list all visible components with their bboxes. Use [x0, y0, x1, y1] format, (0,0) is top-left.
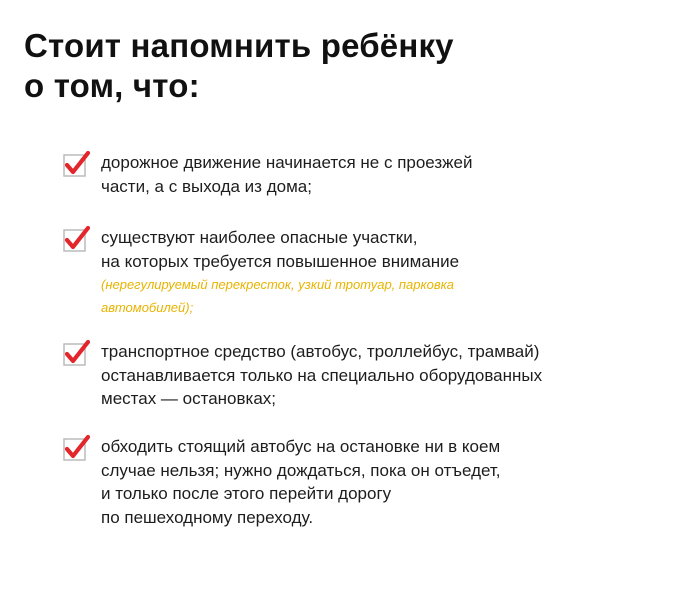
checkbox-checked-icon [62, 340, 90, 368]
list-item-text [101, 226, 641, 319]
list-item-line: дорожное движение начинается не с проезжей [101, 153, 473, 172]
list-item-line: останавливается только на специально оборудованных [101, 365, 543, 385]
list-item-text [101, 340, 641, 411]
list-item-note-line: автомобилей); [101, 300, 194, 315]
checkbox-checked-icon [62, 151, 90, 179]
list-item-text [101, 151, 641, 198]
list-item-line: части, а с выхода из дома; [101, 176, 312, 196]
list-item-line: обходить стоящий автобус на остановке ни в коем [101, 437, 501, 456]
list-item-line: и только после этого перейти дорогу [101, 484, 392, 503]
list-item-text [101, 435, 641, 529]
list-item-line: по пешеходному переходу. [101, 507, 314, 527]
checkbox-checked-icon [62, 226, 90, 254]
list-item-line: существуют наиболее опасные участки, [101, 228, 418, 247]
list-item-line: случае нельзя; нужно дождаться, пока он отъедет, [101, 460, 501, 480]
list-item-line: транспортное средство (автобус, троллейбус, трамвай) [101, 342, 540, 361]
page-title [24, 26, 454, 106]
list-item-line: на которых требуется повышенное внимание [101, 251, 460, 271]
checkbox-checked-icon [62, 435, 90, 463]
page-title-line-2: о том, что: [24, 67, 200, 104]
page-title-line-1: Стоит напомнить ребёнку [24, 27, 454, 64]
list-item-line: местах — остановках; [101, 389, 277, 408]
list-item-note-line: (нерегулируемый перекресток, узкий тротуар, парковка [101, 277, 455, 292]
